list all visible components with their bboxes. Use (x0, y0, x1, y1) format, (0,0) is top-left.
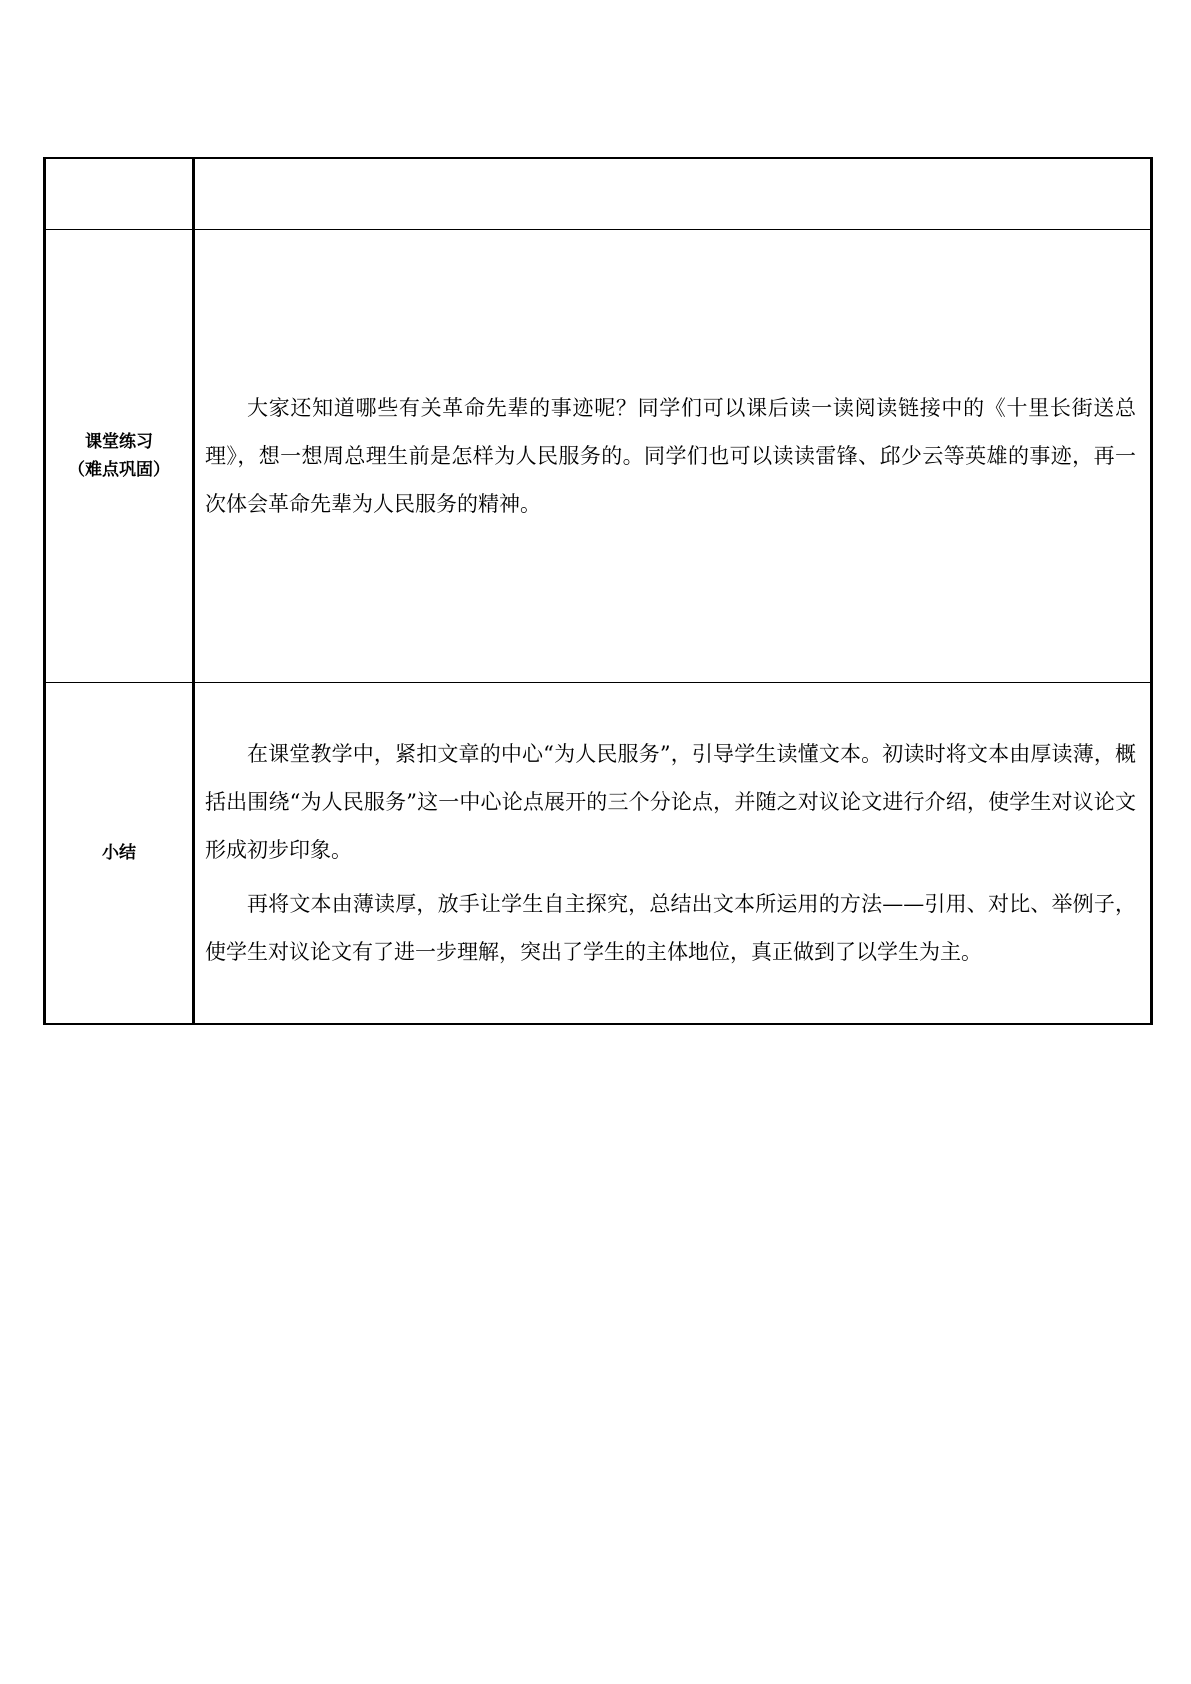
table-row-practice (45, 230, 1152, 683)
row-label-empty (45, 158, 194, 230)
table-row-empty (45, 158, 1152, 230)
row-content-summary (194, 683, 1152, 1025)
row-label-practice (45, 230, 194, 683)
paragraph: 大家还知道哪些有关革命先辈的事迹呢？同学们可以课后读一读阅读链接中的《十里长街送总理》，想一想周总理生前是怎样为人民服务的。同学们也可以读读雷锋、邱少云等英雄的事迹，再一次体会革命先辈为人民服务的精神。 (205, 396, 1136, 516)
label-line: （难点巩固） (68, 460, 170, 480)
row-content-empty (194, 158, 1152, 230)
label-line: 小结 (102, 843, 136, 863)
row-label-summary (45, 683, 194, 1025)
row-content-practice (194, 230, 1152, 683)
paragraph: 在课堂教学中，紧扣文章的中心“为人民服务”，引导学生读懂文本。初读时将文本由厚读薄，概括出围绕“为人民服务”这一中心论点展开的三个分论点，并随之对议论文进行介绍，使学生对议论文形成初步印象。 (205, 742, 1136, 862)
table-row-summary (45, 683, 1152, 1025)
lesson-plan-table (43, 157, 1153, 1025)
paragraph: 再将文本由薄读厚，放手让学生自主探究，总结出文本所运用的方法——引用、对比、举例子，使学生对议论文有了进一步理解，突出了学生的主体地位，真正做到了以学生为主。 (205, 892, 1136, 964)
label-line: 课堂练习 (85, 432, 153, 452)
